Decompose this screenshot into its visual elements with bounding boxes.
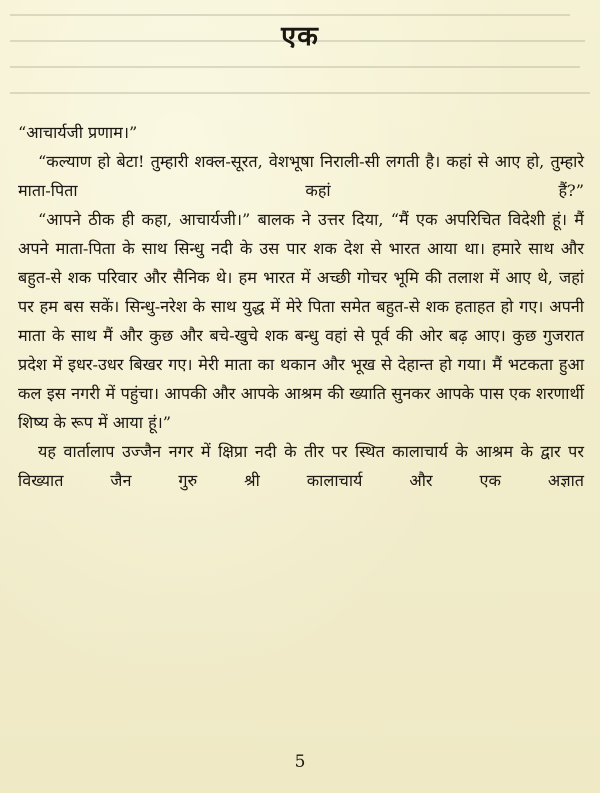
paragraph-narration: यह वार्तालाप उज्जैन नगर में क्षिप्रा नदी के तीर पर स्थित कालाचार्य के आश्रम के द्वार पर विख्यात जैन गुरु श्री कालाचार्य और एक अज्ञात [18, 442, 584, 490]
paragraph-blessing: “कल्याण हो बेटा! तुम्हारी शक्ल-सूरत, वेशभूषा निराली-सी लगती है। कहां से आए हो, तुम्हारे माता-पिता कहां हैं?” [18, 152, 584, 200]
page-number: 5 [294, 752, 306, 772]
paragraph-greeting: “आचार्यजी प्रणाम।” [18, 123, 138, 142]
chapter-title: एक [281, 21, 319, 52]
paragraph-boy-reply: “आपने ठीक ही कहा, आचार्यजी।” बालक ने उत्तर दिया, “मैं एक अपरिचित विदेशी हूं। मैं अपने माता-पिता के साथ सिन्धु नदी के उस पार शक देश से भारत आया था। हमारे साथ और बहुत-से शक परिवार और सैनिक थे। हम भारत में अच्छी गोचर भूमि की तलाश में आए थे, जहां पर हम बस सकें। सिन्धु-नरेश के साथ युद्ध में मेरे पिता समेत बहुत-से शक हताहत हो गए। अपनी माता के साथ मैं और कुछ और बचे-खुचे शक बन्धु वहां से पूर्व की ओर बढ़ आए। कुछ गुजरात प्रदेश में इधर-उधर बिखर गए। मेरी माता का थकान और भूख से देहान्त हो गया। मैं भटकता हुआ कल इस नगरी में पहुंचा। आपकी और आपके आश्रम की ख्याति सुनकर आपके पास एक शरणार्थी शिष्य के रूप में आया हूं।” [18, 210, 584, 432]
body-text [18, 118, 584, 495]
